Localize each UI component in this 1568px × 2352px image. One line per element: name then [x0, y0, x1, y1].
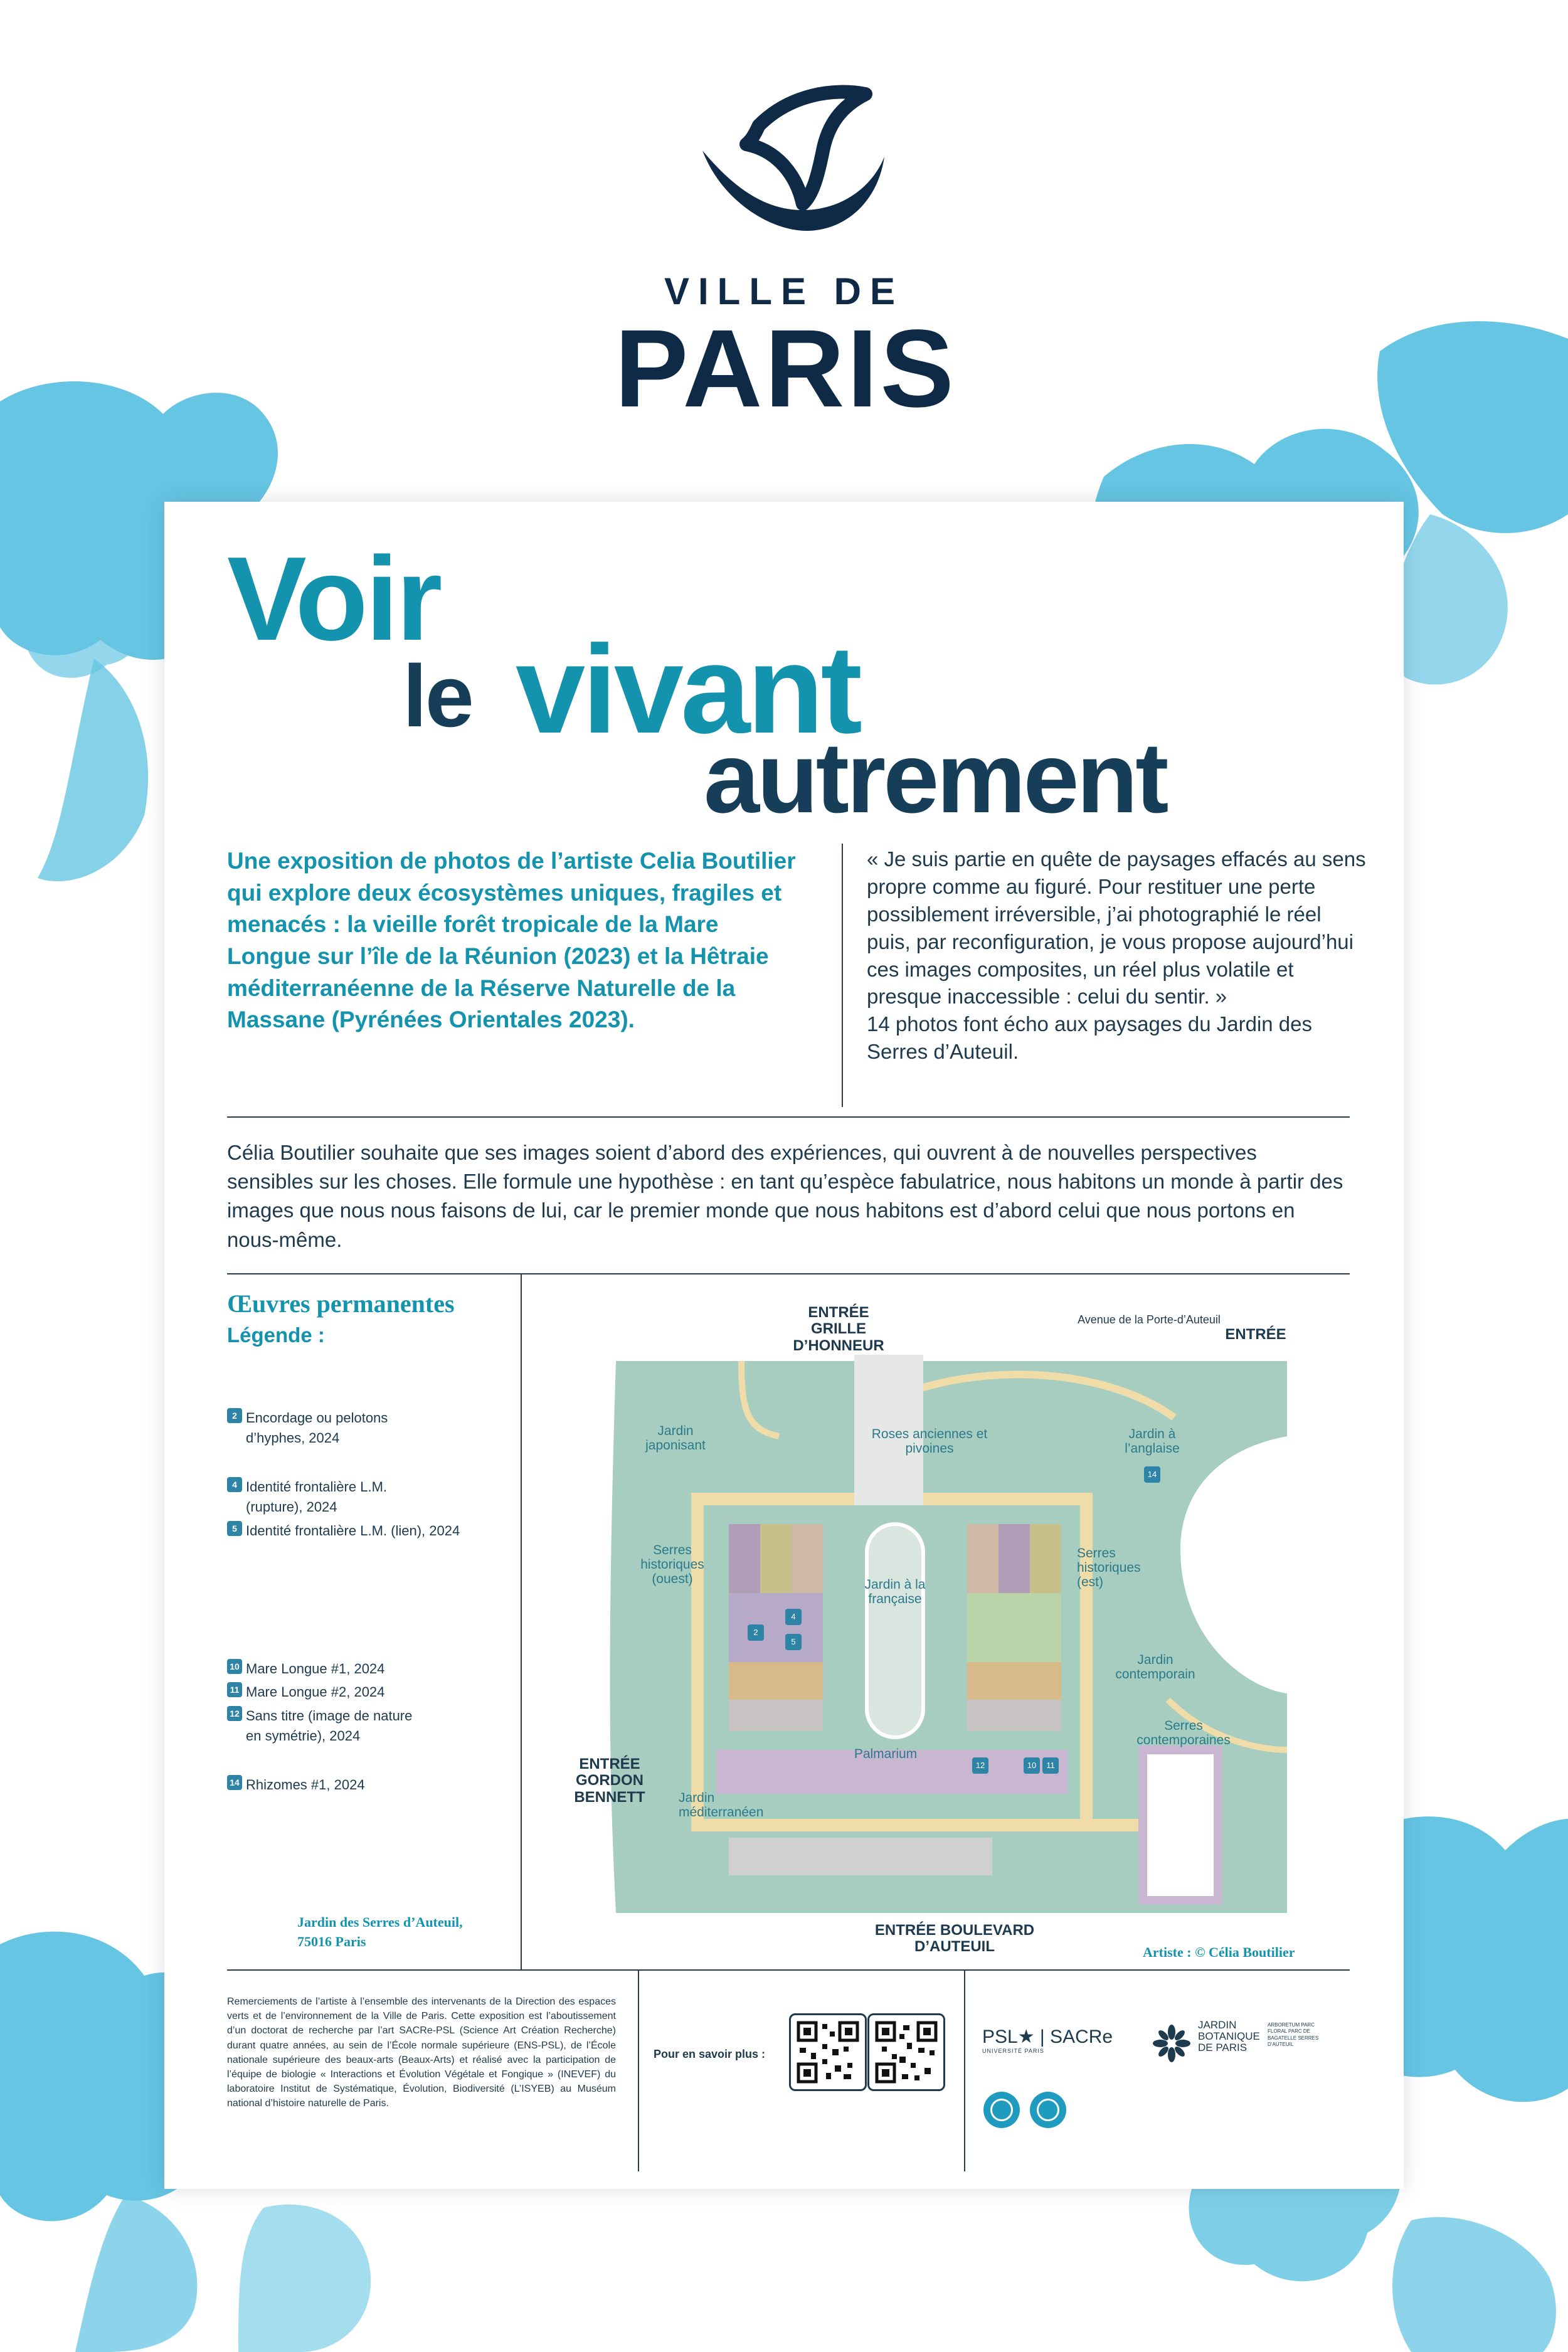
- legend-item: [227, 1682, 503, 1702]
- map-jardin-japonisant: Jardin japonisant: [645, 1424, 706, 1453]
- legend-label: Mare Longue #2, 2024: [246, 1684, 385, 1700]
- leaf-flower-icon: [1152, 2023, 1192, 2063]
- map-roses: Roses anciennes et pivoines: [871, 1427, 988, 1456]
- psl-sacre-text: PSL★ | SACRe: [982, 2026, 1113, 2047]
- legend-subtitle: Légende :: [227, 1323, 325, 1347]
- map-marker: 14: [1144, 1466, 1160, 1483]
- title-vivant: vivant: [516, 620, 860, 760]
- footer-divider: [964, 1971, 965, 2171]
- legend-label: Identité frontalière L.M. (lien), 2024: [246, 1523, 460, 1539]
- garden-map-drawing: [541, 1286, 1350, 1951]
- footer-divider: [638, 1971, 639, 2171]
- legend-item: [227, 1706, 428, 1746]
- qr-code-2[interactable]: [867, 2013, 945, 2091]
- psl-sacre-logo: [982, 2026, 1113, 2054]
- intro-text: Une exposition de photos de l’artiste Celia Boutilier qui explore deux écosystèmes uniques, fragiles et menacés : la vieille forêt tropicale de la Mare Longue sur l’île de la Réunion (2023) et la Hêtraie méditerranéenne de la Réserve Naturelle de la Massane (Pyrénées Orientales 2023).: [227, 848, 796, 1033]
- map-marker: 10: [1024, 1757, 1040, 1774]
- map-marker: 5: [785, 1634, 802, 1650]
- psl-subtitle: UNIVERSITÉ PARIS: [982, 2048, 1044, 2054]
- dove-ship-logo-icon: [684, 82, 891, 251]
- legend-title: Œuvres permanentes: [227, 1290, 455, 1318]
- qr-code-icon: [869, 2015, 943, 2089]
- divider: [227, 1116, 1350, 1118]
- map-marker: 4: [785, 1609, 802, 1625]
- jbp-subtitle: ARBORETUM PARC FLORAL PARC DE BAGATELLE SERRES D’AUTEUIL: [1268, 2022, 1319, 2048]
- address-line: 75016 Paris: [297, 1933, 366, 1949]
- map-jardin-contemporain: Jardin contemporain: [1115, 1653, 1195, 1682]
- description-paragraph: Célia Boutilier souhaite que ses images soient d’abord des expériences, qui ouvrent à de nouvelles perspectives sensibles sur les choses. Elle formule une hypothèse : en tant qu’espèce fabulatrice, nous habitons un monde à partir des images que nous nous faisons de lui, car le premier monde que nous habitons est d’abord celui que nous portons en nous-même.: [227, 1141, 1343, 1251]
- ville-de-paris-logo: [615, 82, 956, 433]
- map-jardin-anglaise: Jardin à l’anglaise: [1125, 1427, 1180, 1456]
- exhibition-panel: [164, 502, 1404, 2189]
- legend-label: Sans titre (image de nature en symétrie), 2024: [246, 1708, 413, 1744]
- map-marker: 2: [748, 1624, 764, 1641]
- title-autrement: autrement: [704, 721, 1167, 834]
- legend-label: Identité frontalière L.M. (rupture), 2024: [246, 1479, 388, 1515]
- legend-number: 11: [227, 1682, 242, 1697]
- legend-number: 2: [227, 1408, 242, 1423]
- quote-footnote: 14 photos font écho aux paysages du Jardin des Serres d’Auteuil.: [867, 1012, 1312, 1064]
- divider: [227, 1273, 1350, 1274]
- map-avenue: Avenue de la Porte-d’Auteuil: [1078, 1313, 1221, 1326]
- legend-number: 4: [227, 1477, 242, 1492]
- legend-item: [227, 1477, 428, 1517]
- acknowledgements: Remerciements de l’artiste à l’ensemble des intervenants de la Direction des espaces verts et de l’environnement de la Ville de Paris. Cette exposition est l’aboutissement d’un doctorat de recherche par l’art SACRe-PSL (Science Art Création Recherche) durant quatre années, au sein de l’École normale supérieure (ENS-PSL), de l’École nationale supérieure des beaux-arts (Beaux-Arts) et réalisé avec la participation de l’équipe de biologie « Interactions et Évolution Végétale et Fongique » (INEVEF) du laboratoire Institut de Systématique, Évolution, Biodiversité (L’ISYEB) au Muséum national d’histoire naturelle de Paris.: [227, 1996, 616, 2109]
- artist-credit: Artiste : © Célia Boutilier: [1143, 1944, 1295, 1960]
- map-jardin-francaise: Jardin à la française: [864, 1577, 926, 1607]
- jardin-botanique-logo: [1152, 2020, 1327, 2070]
- legend-item: [227, 1521, 503, 1541]
- column-divider: [842, 844, 843, 1107]
- legend-number: 10: [227, 1659, 242, 1674]
- map-entree: ENTRÉE: [1225, 1326, 1286, 1343]
- legend-number: 5: [227, 1521, 242, 1536]
- legend-label: Encordage ou pelotons d’hyphes, 2024: [246, 1410, 388, 1446]
- jbp-name: JARDIN BOTANIQUE DE PARIS: [1198, 2019, 1260, 2053]
- map-marker: 11: [1042, 1757, 1059, 1774]
- qr-code-1[interactable]: [789, 2013, 867, 2091]
- legend-label: Rhizomes #1, 2024: [246, 1777, 365, 1793]
- address-line: Jardin des Serres d’Auteuil,: [297, 1914, 463, 1930]
- qr-code-icon: [791, 2015, 865, 2089]
- legend-divider: [521, 1274, 522, 1971]
- map-serres-est: Serres historiques (est): [1077, 1546, 1141, 1590]
- map-entree-gordon: ENTRÉE GORDON BENNETT: [574, 1756, 645, 1806]
- logo-paris: PARIS: [615, 307, 956, 430]
- legend-number: 12: [227, 1706, 242, 1721]
- partner-badge-icon: [1030, 2092, 1066, 2128]
- legend-label: Mare Longue #1, 2024: [246, 1661, 385, 1677]
- artist-quote: [867, 845, 1369, 1066]
- map-palmarium: Palmarium: [854, 1747, 918, 1761]
- partner-badge-icon: [983, 2092, 1020, 2128]
- legend-item: [227, 1775, 503, 1795]
- map-entree-grille: ENTRÉE GRILLE D’HONNEUR: [793, 1304, 884, 1354]
- title-le: le: [403, 647, 472, 745]
- logo-ville-de: VILLE DE: [664, 270, 904, 312]
- quote-text: « Je suis partie en quête de paysages effacés au sens propre comme au figuré. Pour restituer une perte possiblement irréversible, j’ai photographié le réel puis, par reconfiguration, je vous propose aujourd’hui ces images composites, un réel plus volatile et presque inaccessible : celui du sentir. »: [867, 847, 1366, 1009]
- divider: [227, 1969, 1350, 1971]
- legend-item: [227, 1408, 428, 1448]
- map-marker: 12: [972, 1757, 988, 1774]
- title-voir: Voir: [227, 532, 440, 665]
- legend-number: 14: [227, 1775, 242, 1790]
- learn-more-label: Pour en savoir plus :: [654, 2048, 766, 2060]
- map-jardin-mediterraneen: Jardin méditerranéen: [679, 1791, 764, 1820]
- legend-item: [227, 1659, 503, 1679]
- map-entree-boulevard: ENTRÉE BOULEVARD D’AUTEUIL: [874, 1922, 1035, 1956]
- garden-address: [297, 1913, 463, 1952]
- map-serres-contemporaines: Serres contemporaines: [1136, 1719, 1231, 1748]
- map-serres-ouest: Serres historiques (ouest): [640, 1543, 704, 1587]
